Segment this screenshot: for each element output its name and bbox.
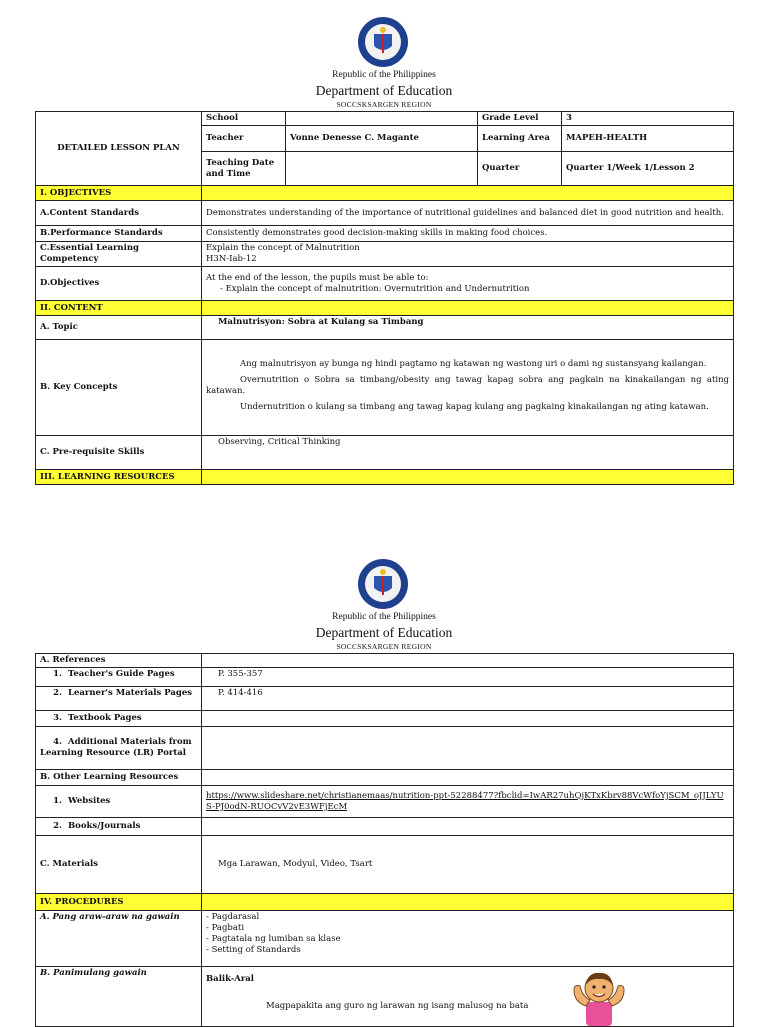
- key-concepts-label: B. Key Concepts: [36, 340, 202, 436]
- teacher-value: Vonne Denesse C. Magante: [286, 126, 478, 152]
- competency-label: C.Essential Learning Competency: [36, 242, 202, 267]
- tg-label-cell: [36, 668, 202, 687]
- concept-2: Overnutrition o Sobra sa timbang/obesity ang tawag kapag sobra ang pagkain na kinakailangan ng ating katawan.: [206, 375, 729, 396]
- deped-seal-logo: [357, 16, 409, 68]
- quarter-label: Quarter: [478, 152, 562, 186]
- content-heading-fill: [202, 301, 734, 316]
- content-standards-text: Demonstrates understanding of the importance of nutritional guidelines and balanced diet in good nutrition and health.: [202, 201, 734, 226]
- topic-label: A. Topic: [36, 316, 202, 340]
- concept-1: Ang malnutrisyon ay bunga ng hindi pagtamo ng katawan ng wastong uri o dami ng sustansyang kailangan.: [240, 359, 707, 369]
- review-text: Magpapakita ang guro ng larawan ng isang malusog na bata: [266, 1001, 529, 1011]
- tg-label: Teacher's Guide Pages: [68, 669, 175, 679]
- region-text: SOCCSKSARGEN REGION: [336, 642, 432, 651]
- area-value: MAPEH-HEALTH: [562, 126, 734, 152]
- grade-value: 3: [562, 112, 734, 126]
- daily-task-item: - Pagbati: [206, 923, 245, 933]
- date-value: [286, 152, 478, 186]
- objectives-label: D.Objectives: [36, 267, 202, 301]
- objectives-intro: At the end of the lesson, the pupils must be able to:: [206, 272, 429, 283]
- references-value: [202, 654, 734, 668]
- books-value: [202, 818, 734, 836]
- books-num: 2.: [53, 821, 62, 831]
- other-resources-value: [202, 770, 734, 786]
- competency-text: Explain the concept of Malnutrition: [206, 243, 360, 253]
- lm-label: Learner's Materials Pages: [68, 688, 193, 698]
- lm-num: 2.: [53, 688, 62, 698]
- content-heading: II. CONTENT: [36, 301, 202, 316]
- resources-heading: III. LEARNING RESOURCES: [36, 470, 202, 485]
- tg-value: P. 355-357: [202, 668, 734, 687]
- teacher-label: Teacher: [202, 126, 286, 152]
- daily-tasks-label: A. Pang araw-araw na gawain: [36, 911, 202, 967]
- area-label: Learning Area: [478, 126, 562, 152]
- prereq-label: C. Pre-requisite Skills: [36, 436, 202, 470]
- prereq-text: Observing, Critical Thinking: [202, 436, 734, 470]
- add-value: [202, 727, 734, 770]
- website-link[interactable]: https://www.slideshare.net/christianemaas/nutrition-ppt-52288477?fbclid=IwAR27uhQjKTxKbrv88VcWfoYjSCM_oJJLYUS-PJ0odN-RUOCvV2vE3WFjEcM: [206, 790, 724, 812]
- competency-cell: [202, 242, 734, 267]
- plan-title: DETAILED LESSON PLAN: [36, 112, 202, 186]
- concept-3: Undernutrition o kulang sa timbang ang tawag kapag kulang ang pagkaing kinakailangan ng ating katawan.: [240, 402, 709, 412]
- intro-activity-label: B. Panimulang gawain: [36, 967, 202, 1027]
- add-label-cell: [36, 727, 202, 770]
- objectives-cell: [202, 267, 734, 301]
- daily-task-item: - Setting of Standards: [206, 945, 301, 955]
- books-label: Books/Journals: [68, 821, 141, 831]
- web-label: Websites: [68, 796, 111, 806]
- deped-seal-logo: [357, 558, 409, 610]
- republic-text: Republic of the Philippines: [332, 612, 436, 622]
- procedures-heading-fill: [202, 894, 734, 911]
- review-title: Balik-Aral: [206, 974, 255, 984]
- content-standards-label: A.Content Standards: [36, 201, 202, 226]
- objectives-heading-fill: [202, 186, 734, 201]
- key-concepts-cell: [202, 340, 734, 436]
- references-label: A. References: [36, 654, 202, 668]
- competency-code: H3N-Iab-12: [206, 254, 257, 264]
- web-num: 1.: [53, 796, 62, 806]
- tb-label-cell: [36, 711, 202, 727]
- republic-text: Republic of the Philippines: [332, 70, 436, 80]
- tb-value: [202, 711, 734, 727]
- page-1: [0, 0, 768, 512]
- region-text: SOCCSKSARGEN REGION: [336, 100, 432, 109]
- daily-tasks-cell: [202, 911, 734, 967]
- daily-task-item: - Pagtatala ng lumiban sa klase: [206, 934, 341, 944]
- web-label-cell: [36, 786, 202, 818]
- quarter-value: Quarter 1/Week 1/Lesson 2: [562, 152, 734, 186]
- date-label: Teaching Date and Time: [202, 152, 286, 186]
- tg-num: 1.: [53, 669, 62, 679]
- web-value-cell: [202, 786, 734, 818]
- resources-heading-fill: [202, 470, 734, 485]
- lm-label-cell: [36, 687, 202, 711]
- topic-text: Malnutrisyon: Sobra at Kulang sa Timbang: [202, 316, 734, 340]
- books-label-cell: [36, 818, 202, 836]
- department-title: Department of Education: [315, 625, 453, 640]
- department-title: Department of Education: [315, 83, 453, 98]
- other-resources-label: B. Other Learning Resources: [36, 770, 202, 786]
- lm-value: P. 414-416: [202, 687, 734, 711]
- performance-standards-text: Consistently demonstrates good decision-making skills in making food choices.: [202, 226, 734, 242]
- procedures-heading: IV. PROCEDURES: [36, 894, 202, 911]
- healthy-child-illustration: [568, 968, 630, 1026]
- tb-num: 3.: [53, 713, 62, 723]
- objectives-item: - Explain the concept of malnutrition: Overnutrition and Undernutrition: [220, 283, 530, 294]
- performance-standards-label: B.Performance Standards: [36, 226, 202, 242]
- add-num: 4.: [53, 737, 62, 747]
- lesson-plan-table-1: [35, 111, 734, 485]
- page-2: [0, 558, 768, 1024]
- tb-label: Textbook Pages: [68, 713, 142, 723]
- materials-label: C. Materials: [36, 836, 202, 894]
- grade-label: Grade Level: [478, 112, 562, 126]
- objectives-heading: I. OBJECTIVES: [36, 186, 202, 201]
- daily-task-item: - Pagdarasal: [206, 912, 260, 922]
- add-label: Additional Materials from Learning Resource (LR) Portal: [40, 737, 192, 758]
- school-value: [286, 112, 478, 126]
- intro-activity-cell: [202, 967, 734, 1027]
- materials-value: Mga Larawan, Modyul, Video, Tsart: [202, 836, 734, 894]
- school-label: School: [202, 112, 286, 126]
